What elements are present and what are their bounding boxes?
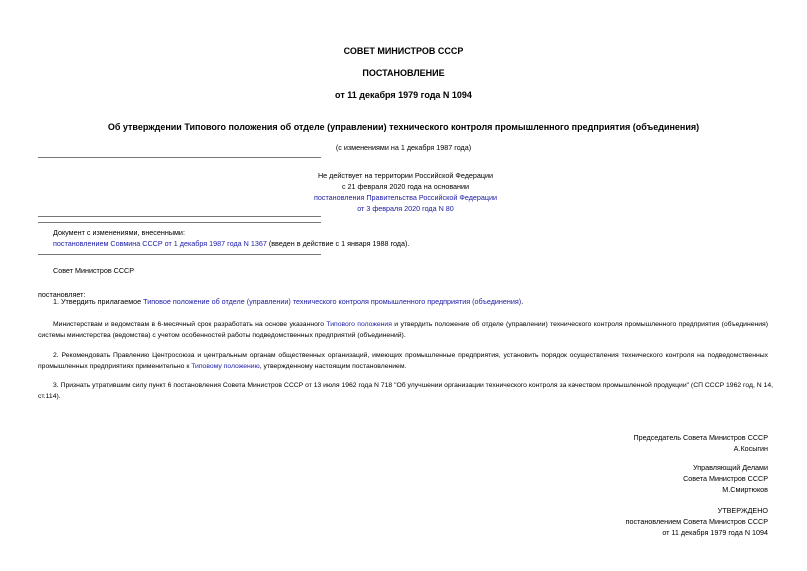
paragraph-1 xyxy=(53,297,773,306)
signature-chair xyxy=(500,432,768,454)
status-line-2: с 21 февраля 2020 года на основании xyxy=(341,182,470,191)
separator-line xyxy=(38,254,321,255)
chair-name: А.Косыгин xyxy=(733,444,768,453)
approved-line-1: постановлением Совета Министров СССР xyxy=(625,517,768,526)
p1-post: . xyxy=(521,297,524,306)
header-doc-type: ПОСТАНОВЛЕНИЕ xyxy=(362,68,445,78)
changes-tail: (введен в действие с 1 января 1988 года). xyxy=(266,239,410,248)
header-date-number: от 11 декабря 1979 года N 1094 xyxy=(335,90,472,100)
p3-post: , утвержденному настоящим постановлением. xyxy=(259,363,407,370)
changes-label: Документ с изменениями, внесенными: xyxy=(53,228,185,237)
signature-manager xyxy=(500,462,768,495)
p2-post: и утвердить положение об отделе (управлении) технического контроля промышленного предприятия (объединения) системы министерства (ведомства) с учетом особенностей работы подведомственных предприятий (объединений). xyxy=(38,321,768,339)
header-org: СОВЕТ МИНИСТРОВ СССР xyxy=(343,46,464,56)
status-line-1: Не действует на территории Российской Федерации xyxy=(317,171,494,180)
status-link-resolution[interactable]: постановления Правительства Российской Федерации xyxy=(313,193,498,202)
approved-line-2: от 11 декабря 1979 года N 1094 xyxy=(662,528,768,537)
amendment-note: (с изменениями на 1 декабря 1987 года) xyxy=(335,143,472,152)
approved-label: УТВЕРЖДЕНО xyxy=(717,506,768,515)
council-text: Совет Министров СССР xyxy=(53,266,135,275)
changes-link[interactable]: постановлением Совмина СССР от 1 декабря 1987 года N 1367 xyxy=(53,239,267,248)
separator-line xyxy=(38,222,321,223)
paragraph-2 xyxy=(38,350,768,372)
manager-title-2: Совета Министров СССР xyxy=(683,474,768,483)
decrees-text: постановляет: xyxy=(38,290,86,299)
changes-block xyxy=(53,227,613,249)
p1-link[interactable]: Типовое положение об отделе (управлении) технического контроля промышленного предприятия (объединения) xyxy=(143,297,522,306)
p2-pre: Министерствам и ведомствам в 6-месячный срок разработать на основе указанного xyxy=(53,321,327,328)
status-block xyxy=(300,170,511,214)
separator-line xyxy=(38,216,321,217)
status-link-date[interactable]: от 3 февраля 2020 года N 80 xyxy=(357,204,454,213)
manager-title-1: Управляющий Делами xyxy=(693,463,768,472)
p3-link[interactable]: Типовому положению xyxy=(191,363,260,370)
p1-pre: 1. Утвердить прилагаемое xyxy=(53,297,144,306)
manager-name: М.Смиртюков xyxy=(722,485,768,494)
approved-block xyxy=(500,505,768,538)
document-title: Об утверждении Типового положения об отделе (управлении) технического контроля промышленного предприятия (объединения) xyxy=(107,122,700,132)
changes-line xyxy=(53,238,613,249)
chair-title: Председатель Совета Министров СССР xyxy=(633,433,768,442)
p3-pre: 2. Рекомендовать Правлению Центросоюза и центральным органам общественных организаций, имеющих промышленные предприятия, установить порядок осуществления технического контроля на подведомственных промышленных предприятиях применительно к xyxy=(38,352,768,370)
paragraph-ministries xyxy=(38,319,768,341)
separator-line xyxy=(38,157,321,158)
p2-link[interactable]: Типового положения xyxy=(326,321,392,328)
paragraph-3: 3. Признать утратившим силу пункт 6 постановления Совета Министров СССР от 13 июля 1962 года N 718 "Об улучшении организации технического контроля за качеством промышленной продукции" (СП СССР 1962 год, N 14, ст.114). xyxy=(38,382,773,400)
